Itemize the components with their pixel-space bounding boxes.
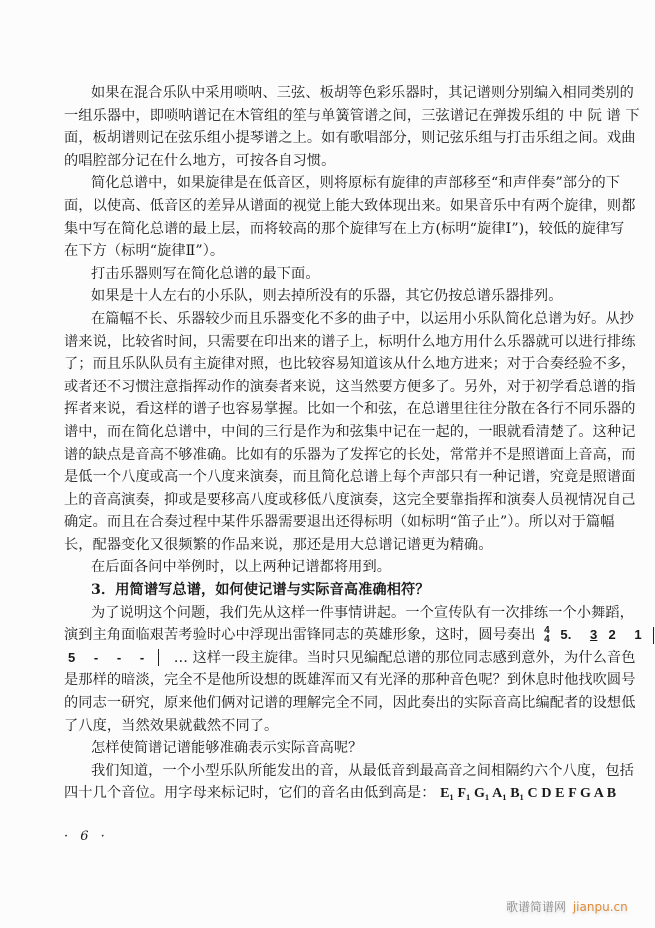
story-line-3-text: … 这样一段主旋律。当时只见编配总谱的那位同志感到意外，为什么音色 [173,649,636,666]
text-line: 在篇幅不长、乐器较少而且乐器变化不多的曲子中，以运用小乐队简化总谱为好。从抄 [91,310,634,327]
note-names: E₁ F₁ G₁ A₁ B₁ C D E F G A B [440,786,617,802]
text-line: 如果在混合乐队中采用唢呐、三弦、板胡等色彩乐器时，其记谱则分别编入相同类别的 [91,85,634,101]
text-line: 面，板胡谱则记在弦乐组小提琴谱之上。如有歌唱部分，则记弦乐组与打击乐组之间。戏曲 [64,130,636,147]
time-signature: 4 4 [544,625,550,646]
question-line: 怎样使简谱记谱能够准确表示实际音高呢？ [91,740,363,757]
story-line-1: 为了说明这个问题，我们先从这样一件事情讲起。一个宣传队有一次排练一个小舞蹈， [91,604,634,621]
bar-line [653,627,654,644]
final-line-1: 我们知道，一个小型乐队所能发出的音，从最低音到最高音之间相隔约六个八度，包括 [91,762,634,779]
text-line: 谱的缺点是音高不够准确。比如有的乐器为了发挥它的长处，常常并不是照谱面上音高，而 [64,446,636,463]
text-line: 一组乐器中，即唢呐谱记在木管组的笙与单簧管谱之间，三弦谱记在弹拨乐组的 中 阮 谱 下 [64,107,640,124]
text-line: 在后面各问中举例时，以上两种记谱都将用到。 [91,559,392,576]
text-line: 确定。而且在合奏过程中某件乐器需要退出还得标明（如标明“笛子止”）。所以对于篇幅 [64,514,615,531]
text-line: 谱来说，比较省时间，只需要在印出来的谱子上，标明什么地方用什么乐器就可以进行排练 [64,333,636,350]
watermark-url: jianpu.cn [572,900,628,914]
text-line: 面，以使高、低音区的差异从谱面的视觉上能大致体现出来。如果音乐中有两个旋律，则都 [64,197,636,214]
section-heading: 3．用简谱写总谱，如何使记谱与实际音高准确相符？ [91,582,430,599]
story-line-6: 了八度，当然效果就截然不同了。 [64,717,279,734]
story-line-3 [64,647,636,670]
text-line: 了；而且乐队队员有主旋律对照，也比较容易知道该从什么地方进来；对于合奏经验不多， [64,356,636,373]
text-line: 简化总谱中，如果旋律是在低音区，则将原标有旋律的声部移至“和声伴奏”部分的下 [91,175,621,192]
melody-notes-2: 5 - - - [68,649,145,665]
body-text [64,82,642,805]
story-line-5: 的同志一研究，原来他们俩对记谱的理解完全不同，因此奏出的实际音高比编配者的设想低 [64,695,636,712]
watermark-site-name: 歌谱简谱网 [506,900,567,914]
watermark [506,898,628,915]
text-line: 是低一个八度或高一个八度来演奏，而且简化总谱上每个声部只有一种记谱，究竟是照谱面 [64,469,636,486]
text-line: 在下方（标明“旋律Ⅱ”）。 [64,243,225,260]
text-line: 长，配器变化又很频繁的作品来说，那还是用大总谱记谱更为精确。 [64,536,493,553]
final-line-2-text: 四十几个音位。用字母来标记时，它们的音名由低到高是： [64,785,436,802]
story-line-4: 是那样的暗淡，完全不是他所设想的既雄浑而又有光泽的那种音色呢？到休息时他找吹圆号 [64,672,636,689]
text-line: 挥者来说，看这样的谱子也容易掌握。比如一个和弦，在总谱里往往分散在各行不同乐器的 [64,401,636,418]
story-line-2 [64,624,642,647]
text-line: 如果是十人左右的小乐队，则去掉所没有的乐器，其它仍按总谱乐器排列。 [91,288,563,305]
bar-line [158,649,159,666]
text-line: 上的音高演奏，抑或是要移高八度或移低八度演奏，这完全要靠指挥和演奏人员视情况自己 [64,491,636,508]
text-line: 打击乐器则写在简化总谱的最下面。 [91,265,320,282]
text-line: 或者还不习惯注意指挥动作的演奏者来说，这当然要方便多了。另外，对于初学看总谱的指 [64,378,636,395]
text-line: 的唱腔部分记在什么地方，可按各自习惯。 [64,152,336,169]
text-line: 集中写在简化总谱的最上层，而将较高的那个旋律写在上方(标明“旋律Ⅰ”)，较低的旋律写 [64,220,625,237]
page-number: · 6 · [64,829,109,844]
paragraph-lines [64,82,640,579]
melody-notes-1: 5. 3 2 1 [560,627,642,643]
final-line-2 [64,782,617,805]
text-line: 谱中，而在简化总谱中，中间的三行是作为和弦集中记在一起的，一眼就看清楚了。这种记 [64,423,636,440]
story-line-2-text: 演到主角面临艰苦考验时心中浮现出雷锋同志的英雄形象，这时，圆号奏出 [64,627,536,644]
